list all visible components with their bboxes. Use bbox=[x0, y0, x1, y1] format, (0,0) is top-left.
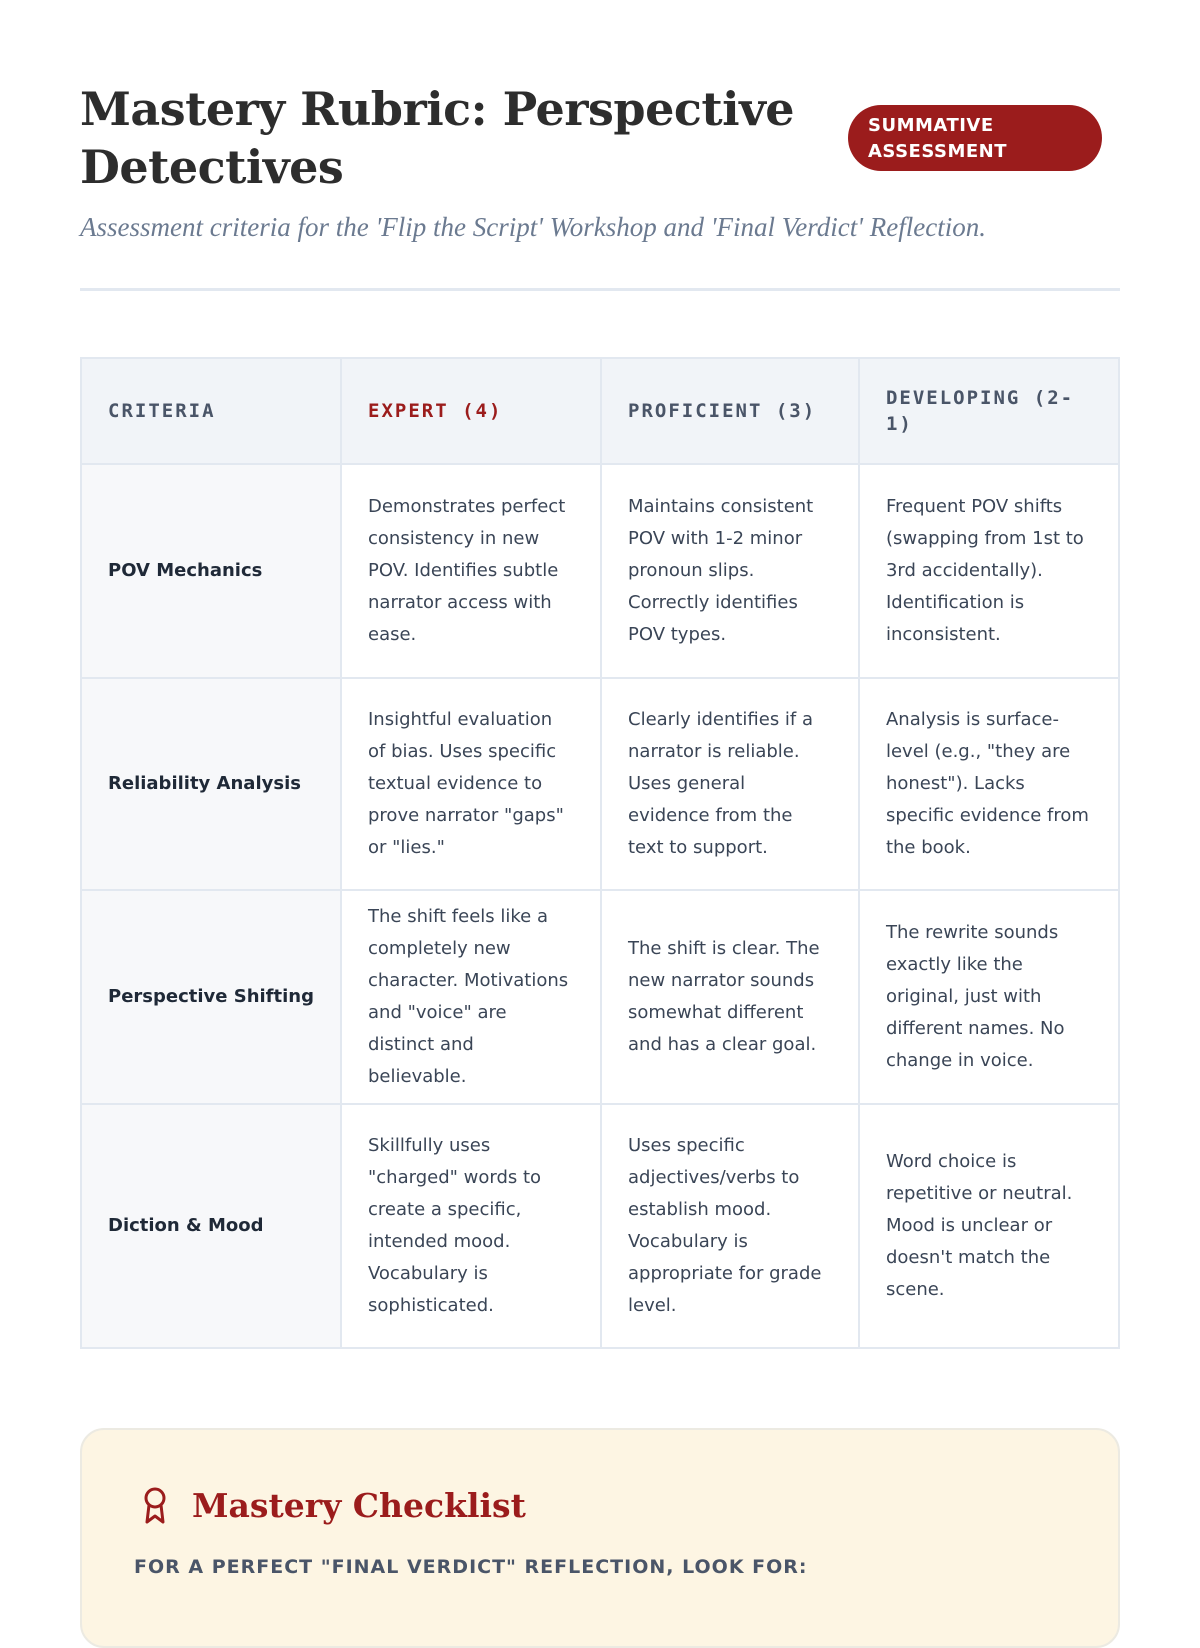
expert-cell: Insightful evaluation of bias. Uses specific textual evidence to prove narrator "gaps" or "lies." bbox=[341, 678, 601, 890]
header-proficient: PROFICIENT (3) bbox=[601, 358, 859, 464]
table-row bbox=[81, 678, 1119, 890]
proficient-cell: Maintains consistent POV with 1-2 minor pronoun slips. Correctly identifies POV types. bbox=[601, 464, 859, 678]
criteria-cell: Perspective Shifting bbox=[81, 890, 341, 1104]
rubric-table bbox=[80, 357, 1120, 1349]
header-criteria: CRITERIA bbox=[81, 358, 341, 464]
page-header bbox=[80, 80, 1120, 196]
divider bbox=[80, 288, 1120, 291]
table-row bbox=[81, 890, 1119, 1104]
award-ribbon-icon bbox=[140, 1486, 170, 1526]
developing-cell: The rewrite sounds exactly like the original, just with different names. No change in voice. bbox=[859, 890, 1119, 1104]
criteria-cell: Reliability Analysis bbox=[81, 678, 341, 890]
table-header-row bbox=[81, 358, 1119, 464]
header-expert: EXPERT (4) bbox=[341, 358, 601, 464]
checklist-subtitle: FOR A PERFECT "FINAL VERDICT" REFLECTION, LOOK FOR: bbox=[134, 1556, 808, 1578]
page-title: Mastery Rubric: Perspective Detectives bbox=[80, 82, 795, 194]
proficient-cell: The shift is clear. The new narrator sounds somewhat different and has a clear goal. bbox=[601, 890, 859, 1104]
expert-cell: Demonstrates perfect consistency in new POV. Identifies subtle narrator access with ease. bbox=[341, 464, 601, 678]
expert-cell: The shift feels like a completely new character. Motivations and "voice" are distinct and believable. bbox=[341, 890, 601, 1104]
assessment-badge: SUMMATIVE ASSESSMENT bbox=[848, 105, 1102, 171]
expert-cell: Skillfully uses "charged" words to create a specific, intended mood. Vocabulary is sophisticated. bbox=[341, 1104, 601, 1348]
developing-cell: Frequent POV shifts (swapping from 1st to 3rd accidentally). Identification is inconsistent. bbox=[859, 464, 1119, 678]
checklist-title: Mastery Checklist bbox=[192, 1486, 526, 1525]
developing-cell: Analysis is surface-level (e.g., "they are honest"). Lacks specific evidence from the book. bbox=[859, 678, 1119, 890]
table-row bbox=[81, 464, 1119, 678]
page-subtitle: Assessment criteria for the 'Flip the Script' Workshop and 'Final Verdict' Reflection. bbox=[80, 212, 986, 242]
developing-cell: Word choice is repetitive or neutral. Mood is unclear or doesn't match the scene. bbox=[859, 1104, 1119, 1348]
mastery-checklist bbox=[80, 1428, 1120, 1648]
criteria-cell: Diction & Mood bbox=[81, 1104, 341, 1348]
table-row bbox=[81, 1104, 1119, 1348]
proficient-cell: Clearly identifies if a narrator is reliable. Uses general evidence from the text to support. bbox=[601, 678, 859, 890]
header-developing: DEVELOPING (2-1) bbox=[859, 358, 1119, 464]
proficient-cell: Uses specific adjectives/verbs to establish mood. Vocabulary is appropriate for grade level. bbox=[601, 1104, 859, 1348]
criteria-cell: POV Mechanics bbox=[81, 464, 341, 678]
